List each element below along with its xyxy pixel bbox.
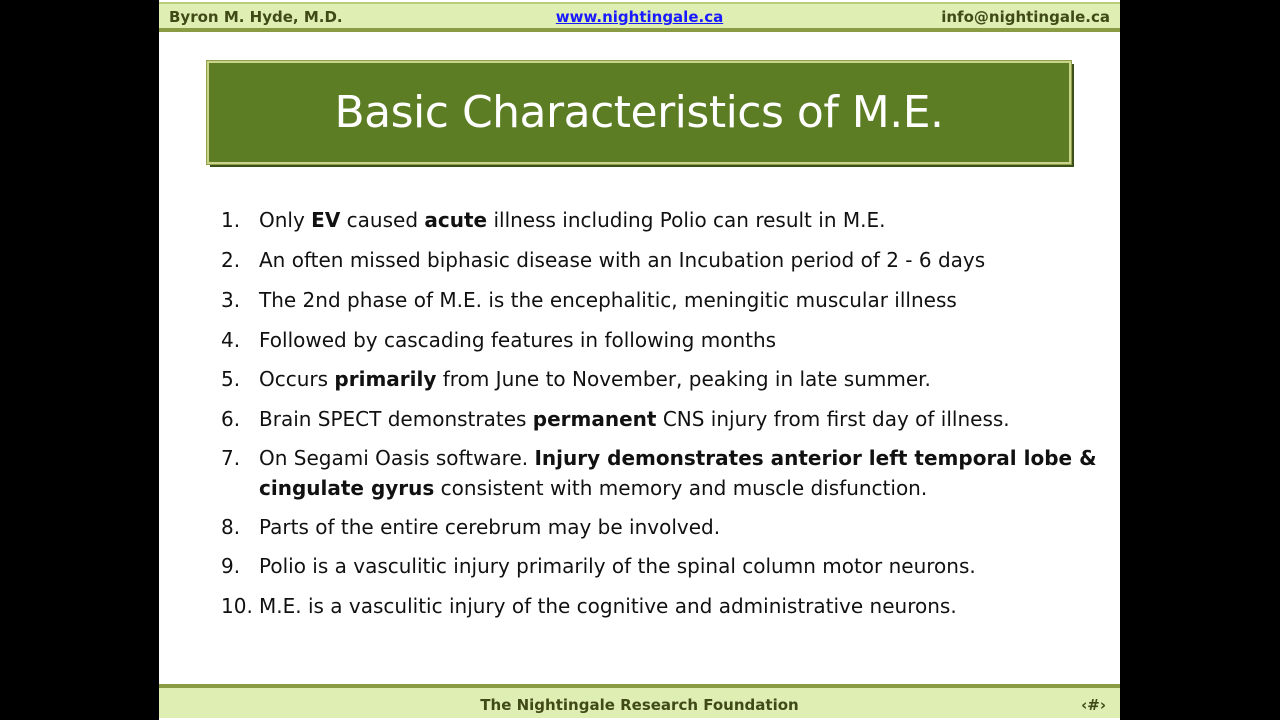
list-item-text: Polio is a vasculitic injury primarily of the spinal column motor neurons. <box>259 554 976 578</box>
list-item-text: Parts of the entire cerebrum may be involved. <box>259 515 721 539</box>
list-item-number: 6. <box>221 407 241 431</box>
emphasis-text: primarily <box>334 367 437 391</box>
page-number: ‹#› <box>1081 696 1106 714</box>
list-item-text: An often missed biphasic disease with an Incubation period of 2 - 6 days <box>259 248 986 272</box>
list-item-number: 2. <box>221 248 241 272</box>
list-item-text: The 2nd phase of M.E. is the encephalitic, meningitic muscular illness <box>259 288 957 312</box>
footer-bar <box>159 684 1120 718</box>
emphasis-text: Injury demonstrates anterior left temporal lobe & cingulate gyrus <box>259 446 1097 500</box>
list-item-text: Brain SPECT demonstrates permanent CNS injury from first day of illness. <box>259 407 1010 431</box>
emphasis-text: EV <box>311 208 341 232</box>
title-box <box>207 61 1071 164</box>
list-item-number: 9. <box>221 554 241 578</box>
list-item-text: Occurs primarily from June to November, peaking in late summer. <box>259 367 931 391</box>
list-item-number: 3. <box>221 288 241 312</box>
email-address: info@nightingale.ca <box>941 8 1110 26</box>
website-link[interactable]: www.nightingale.ca <box>555 8 724 26</box>
slide-title: Basic Characteristics of M.E. <box>334 87 944 138</box>
list-item-text: Only EV caused acute illness including Polio can result in M.E. <box>259 208 886 232</box>
list-item-text: On Segami Oasis software. Injury demonstrates anterior left temporal lobe & cingulate gyrus consistent with memory and muscle disfunction. <box>259 446 1097 500</box>
header-bar <box>159 2 1120 32</box>
list-item-number: 5. <box>221 367 241 391</box>
list-item-number: 10. <box>221 594 253 618</box>
list-item-number: 1. <box>221 208 241 232</box>
emphasis-text: permanent <box>532 407 657 431</box>
list-item-text: Followed by cascading features in following months <box>259 328 777 352</box>
emphasis-text: acute <box>424 208 488 232</box>
list-item-number: 8. <box>221 515 241 539</box>
slide <box>159 0 1120 720</box>
author-name: Byron M. Hyde, M.D. <box>169 8 343 26</box>
list-item-number: 4. <box>221 328 241 352</box>
organization-name: The Nightingale Research Foundation <box>480 696 799 714</box>
list-item-text: M.E. is a vasculitic injury of the cognitive and administrative neurons. <box>259 594 957 618</box>
list-item-number: 7. <box>221 446 241 470</box>
